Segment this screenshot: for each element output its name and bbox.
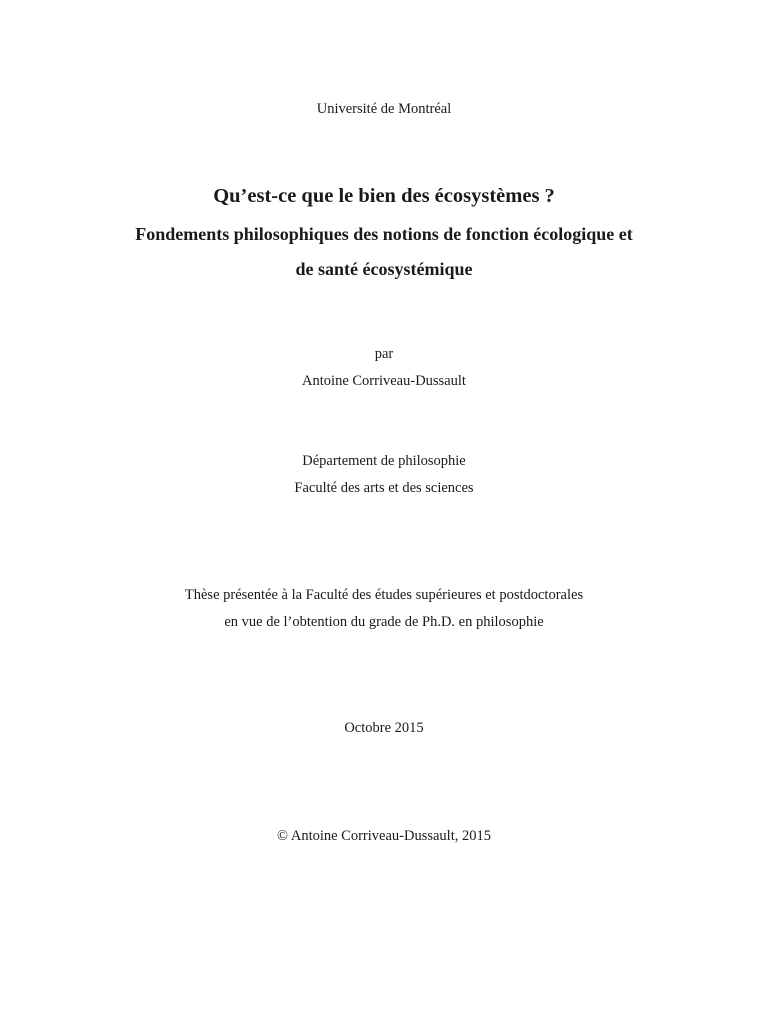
author-name: Antoine Corriveau-Dussault — [302, 373, 466, 389]
by-label: par — [374, 346, 394, 362]
thesis-statement-line-1: Thèse présentée à la Faculté des études supérieures et postdoctorales — [184, 587, 584, 603]
thesis-subtitle-line-2: de santé écosystémique — [295, 259, 473, 279]
thesis-subtitle-line-1: Fondements philosophiques des notions de fonction écologique et — [135, 224, 633, 244]
faculty-name: Faculté des arts et des sciences — [294, 480, 474, 496]
submission-date: Octobre 2015 — [344, 720, 424, 736]
thesis-title: Qu’est-ce que le bien des écosystèmes ? — [213, 185, 555, 207]
copyright-notice: © Antoine Corriveau-Dussault, 2015 — [277, 828, 491, 844]
university-name: Université de Montréal — [316, 101, 452, 117]
thesis-statement-line-2: en vue de l’obtention du grade de Ph.D. en philosophie — [224, 614, 544, 630]
department-name: Département de philosophie — [302, 453, 466, 469]
